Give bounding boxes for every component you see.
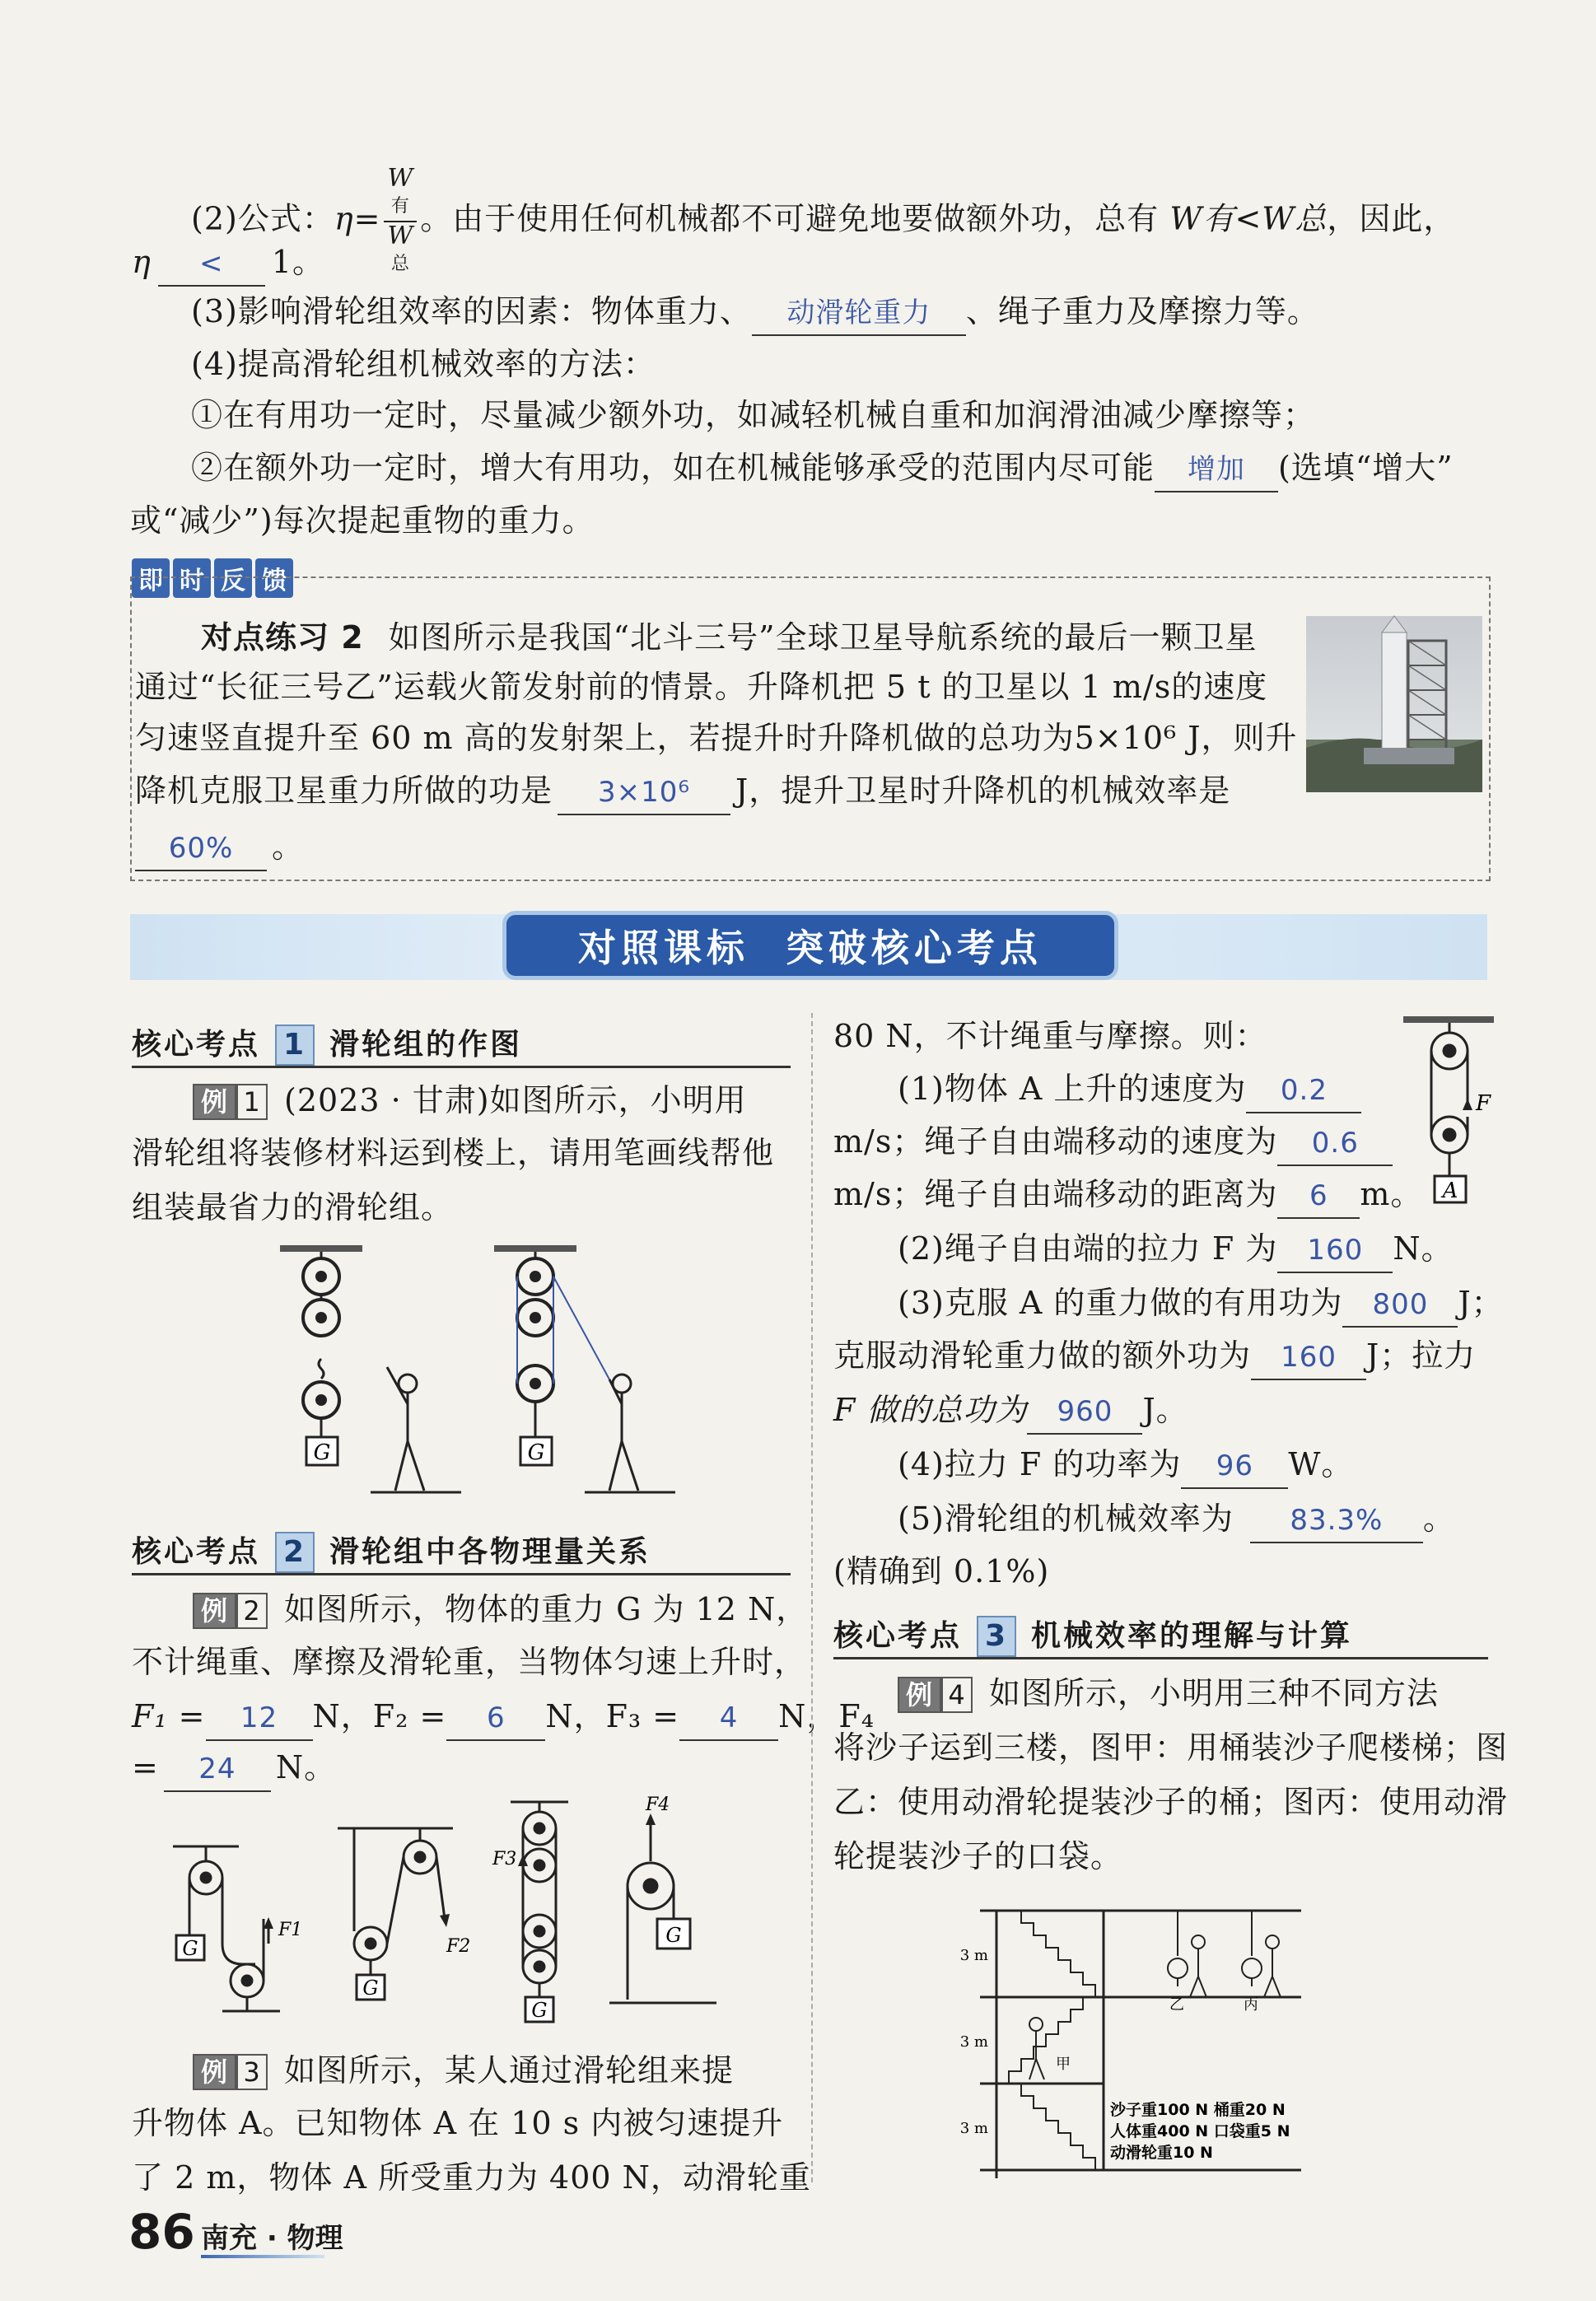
ex3-q1c (833, 1173, 1422, 1219)
ex3-right-1: 80 N，不计绳重与摩擦。则： (833, 1018, 1267, 1054)
eta-line (132, 240, 324, 287)
ex2-text-1: 如图所示，物体的重力 G 为 12 N， (284, 1591, 809, 1627)
ex4-line-4: 轮提装沙子的口袋。 (833, 1838, 1123, 1874)
weight-label-g: G (313, 1440, 331, 1465)
factors-suffix: 、绳子重力及摩擦力等。 (965, 293, 1319, 329)
example-number: 2 (236, 1593, 268, 1629)
ex3-line-2: 升物体 A。已知物体 A 在 10 s 内被匀速提升 (132, 2105, 784, 2141)
answer-f4: 24 (164, 1748, 271, 1792)
ex1-text-1: (2023 · 甘肃)如图所示，小明用 (284, 1082, 747, 1118)
fig-f-label: F (1476, 1091, 1491, 1116)
efficiency-fraction (384, 165, 417, 278)
q1b-prefix: m/s；绳子自由端移动的速度为 (833, 1123, 1278, 1160)
kp2-label: 核心考点 (132, 1535, 261, 1569)
ex2-line-1 (193, 1588, 808, 1631)
feedback-line-1 (201, 616, 1258, 659)
example-badge: 例 (898, 1677, 941, 1713)
f4-unit: N。 (275, 1749, 337, 1785)
q4-suffix: W。 (1288, 1446, 1354, 1482)
exercise-title: 对点练习 2 (201, 619, 364, 656)
ex1-line-2: 滑轮组将装修材料运到楼上，请用笔画线帮他 (132, 1135, 775, 1171)
ex2-line-3 (132, 1695, 875, 1741)
feedback-tag-char: 时 (173, 558, 211, 598)
answer-useful-work-a: 800 (1342, 1283, 1458, 1328)
example-badge: 例 (193, 2054, 236, 2090)
answer-power: 96 (1181, 1445, 1288, 1489)
formula-suffix: 。由于使用任何机械都不可避免地要做额外功，总有 (420, 200, 1160, 237)
ex2-figures (156, 1795, 749, 2034)
kp2-title: 滑轮组中各物理量关系 (329, 1535, 651, 1569)
book-title: 南充 · 物理 (201, 2222, 343, 2255)
ex3-text-1: 如图所示，某人通过滑轮组来提 (284, 2052, 735, 2089)
example-number: 1 (236, 1084, 268, 1120)
kp1-label: 核心考点 (132, 1028, 261, 1062)
q1c-suffix: m。 (1360, 1176, 1423, 1212)
feedback-l4-suffix: J，提升卫星时升降机的机械效率是 (735, 772, 1231, 809)
feedback-l4-prefix: 降机克服卫星重力所做的功是 (135, 772, 553, 809)
method-2-prefix: ②在额外功一定时，增大有用功，如在机械能够承受的范围内尽可能 (191, 450, 1155, 486)
feedback-text-1: 如图所示是我国“北斗三号”全球卫星导航系统的最后一颗卫星 (388, 619, 1258, 656)
ex2-line-4 (132, 1746, 336, 1792)
f3-label: N，F₃ = (545, 1698, 680, 1734)
f1-label: F₁ = (132, 1698, 206, 1734)
feedback-line-3: 匀速竖直提升至 60 m 高的发射架上，若提升时升降机做的总功为5×10⁶ J，则升 (135, 720, 1298, 756)
f2-label: N，F₂ = (312, 1698, 447, 1734)
answer-f3: 4 (679, 1697, 778, 1741)
ex1-figure-a (272, 1244, 486, 1499)
q5-prefix: (5)滑轮组的机械效率为 (898, 1501, 1234, 1537)
answer-pulley-weight: 动滑轮重力 (752, 292, 966, 336)
q3b-prefix: 克服动滑轮重力做的额外功为 (833, 1337, 1252, 1374)
kp2-number: 2 (275, 1532, 315, 1573)
answer-mech-efficiency: 83.3% (1250, 1499, 1423, 1543)
feedback-tag-char: 即 (132, 558, 170, 598)
answer-less-than: < (158, 242, 265, 287)
ex3-figure (1400, 1011, 1507, 1209)
answer-f1: 12 (206, 1697, 313, 1741)
methods-heading: (4)提高滑轮组机械效率的方法： (191, 346, 656, 382)
kp3-title: 机械效率的理解与计算 (1031, 1619, 1353, 1653)
pulley-figure-b (486, 1244, 700, 1499)
q5-suffix: 。 (1422, 1501, 1455, 1537)
building-diagram (959, 1894, 1326, 2191)
kp1-title: 滑轮组的作图 (329, 1028, 523, 1062)
w-total: W (387, 222, 414, 250)
pulley-figure-ex3 (1400, 1011, 1507, 1209)
rocket-image (1306, 616, 1482, 792)
work-compare: W有<W总 (1169, 200, 1328, 237)
kp3-rule (833, 1657, 1488, 1659)
ex3-q3c (833, 1389, 1188, 1435)
feedback-tag-char: 馈 (255, 558, 293, 598)
answer-efficiency: 60% (135, 827, 267, 871)
ex4-text-1: 如图所示，小明用三种不同方法 (989, 1675, 1440, 1711)
ex3-q5 (898, 1497, 1455, 1543)
kp3-heading (833, 1613, 1352, 1657)
feedback-line-5 (135, 825, 304, 871)
ex3-q2 (898, 1227, 1454, 1273)
page-number: 86 (128, 2204, 195, 2260)
kp1-rule (132, 1066, 791, 1068)
kp3-label: 核心考点 (833, 1619, 963, 1653)
w-total-sub: 总 (390, 254, 410, 274)
q3-suffix: J； (1458, 1285, 1504, 1321)
f4-equals: = (132, 1749, 159, 1785)
answer-f2: 6 (446, 1697, 545, 1741)
fraction-numerator (384, 165, 417, 222)
rocket-launch-photo (1306, 616, 1482, 792)
fig-a-label: A (1442, 1179, 1458, 1203)
ex3-q1 (898, 1067, 1361, 1113)
ex1-figure-b (486, 1244, 700, 1499)
q1-prefix: (1)物体 A 上升的速度为 (898, 1071, 1247, 1107)
fig4-g: G (665, 1924, 682, 1947)
answer-increase: 增加 (1155, 448, 1278, 492)
eta-line-end: 1。 (271, 244, 324, 280)
height-label-3: 3 m (959, 2120, 988, 2137)
eta-symbol: η (334, 200, 354, 237)
kp2-rule (132, 1573, 791, 1575)
ex4-line-1 (898, 1672, 1439, 1715)
method-1: ①在有用功一定时，尽量减少额外功，如减轻机械自重和加润滑油减少摩擦等； (191, 397, 1316, 433)
kp1-number: 1 (275, 1024, 315, 1066)
fig2-g: G (362, 1977, 379, 2000)
equals: = (353, 200, 381, 237)
fraction-denominator (384, 222, 417, 278)
w-useful: W (387, 164, 414, 193)
factors-line (191, 290, 1319, 336)
formula-end: ，因此， (1327, 200, 1456, 237)
q2-suffix: N。 (1393, 1230, 1454, 1267)
ex1-line-1 (193, 1079, 747, 1122)
kp3-number: 3 (977, 1616, 1016, 1657)
info-line-1: 沙子重100 N 桶重20 N (1110, 2101, 1286, 2119)
height-label-2: 3 m (959, 2033, 988, 2051)
formula-prefix: (2)公式： (191, 200, 334, 237)
footer-underline (201, 2255, 324, 2258)
example-badge: 例 (193, 1084, 236, 1120)
method-2-suffix: (选填“增大” (1278, 450, 1454, 486)
feedback-l5-suffix: 。 (272, 828, 305, 865)
fig2-f2: F2 (446, 1936, 471, 1957)
ex2-line-2: 不计绳重、摩擦及滑轮重，当物体匀速上升时， (132, 1644, 807, 1680)
height-label-1: 3 m (959, 1947, 988, 1964)
q3c-prefix: F 做的总功为 (833, 1392, 1028, 1428)
feedback-tag-char: 反 (214, 558, 252, 598)
factors-prefix: (3)影响滑轮组效率的因素：物体重力、 (191, 293, 752, 329)
answer-extra-work: 160 (1251, 1336, 1366, 1380)
q2-prefix: (2)绳子自由端的拉力 F 为 (898, 1230, 1278, 1267)
q4-prefix: (4)拉力 F 的功率为 (898, 1446, 1182, 1482)
q3b-suffix: J；拉力 (1366, 1337, 1477, 1374)
ex3-q5b: (精确到 0.1%) (833, 1553, 1050, 1589)
label-bing: 丙 (1244, 1996, 1258, 2014)
f4-label: N，F₄ (778, 1698, 875, 1734)
method-2-line2: 或“减少”)每次提起重物的重力。 (130, 502, 595, 539)
ex1-line-3: 组装最省力的滑轮组。 (132, 1189, 454, 1225)
fig3-g: G (531, 1999, 548, 2022)
four-pulley-setups (156, 1795, 749, 2034)
label-jia: 甲 (1056, 2056, 1071, 2073)
ex4-line-3: 乙：使用动滑轮提装沙子的桶；图丙：使用动滑 (833, 1784, 1509, 1820)
answer-useful-work: 3×10⁶ (558, 771, 730, 815)
feedback-line-2: 通过“长征三号乙”运载火箭发射前的情景。升降机把 5 t 的卫星以 1 m/s的速度 (135, 669, 1268, 705)
feedback-line-4 (135, 769, 1230, 815)
fig1-g: G (182, 1937, 198, 1960)
ex3-q1b (833, 1120, 1393, 1166)
weight-label-g-2: G (527, 1440, 545, 1465)
ex3-q4 (898, 1443, 1353, 1489)
w-useful-sub: 有 (390, 196, 410, 217)
answer-rope-speed: 0.6 (1277, 1122, 1393, 1166)
q1c-prefix: m/s；绳子自由端移动的距离为 (833, 1176, 1278, 1212)
ex3-line-3: 了 2 m，物体 A 所受重力为 400 N，动滑轮重 (132, 2159, 811, 2196)
pulley-figure-a (272, 1244, 486, 1499)
answer-rope-distance: 6 (1277, 1174, 1360, 1219)
example-badge: 例 (193, 1593, 236, 1629)
ex4-building-figure (959, 1894, 1326, 2191)
section-banner (502, 911, 1118, 980)
ex3-line-1 (193, 2049, 734, 2092)
q3-prefix: (3)克服 A 的重力做的有用功为 (898, 1285, 1343, 1321)
formula-line (191, 165, 1455, 278)
kp2-heading (132, 1529, 651, 1573)
info-line-3: 动滑轮重10 N (1110, 2144, 1213, 2162)
method-2 (191, 446, 1454, 492)
banner-title: 对照课标 突破核心考点 (577, 926, 1043, 970)
ex4-line-2: 将沙子运到三楼，图甲：用桶装沙子爬楼梯；图 (833, 1729, 1509, 1766)
answer-speed-a: 0.2 (1246, 1069, 1361, 1113)
info-line-2: 人体重400 N 口袋重5 N (1110, 2122, 1290, 2140)
q3c-suffix: J。 (1142, 1392, 1188, 1428)
eta-symbol-2: η (132, 244, 152, 280)
answer-total-work: 960 (1027, 1390, 1142, 1435)
fig1-f1: F1 (278, 1920, 303, 1940)
fig4-f4: F4 (646, 1795, 670, 1815)
fig3-f3: F3 (492, 1849, 517, 1869)
ex3-q3 (898, 1281, 1504, 1328)
example-number: 4 (941, 1677, 973, 1713)
kp1-heading (132, 1021, 522, 1066)
column-divider (811, 1013, 813, 2182)
label-yi: 乙 (1169, 1996, 1184, 2014)
example-number: 3 (236, 2054, 268, 2090)
answer-pull-force: 160 (1277, 1229, 1393, 1273)
ex3-q3b (833, 1334, 1476, 1380)
